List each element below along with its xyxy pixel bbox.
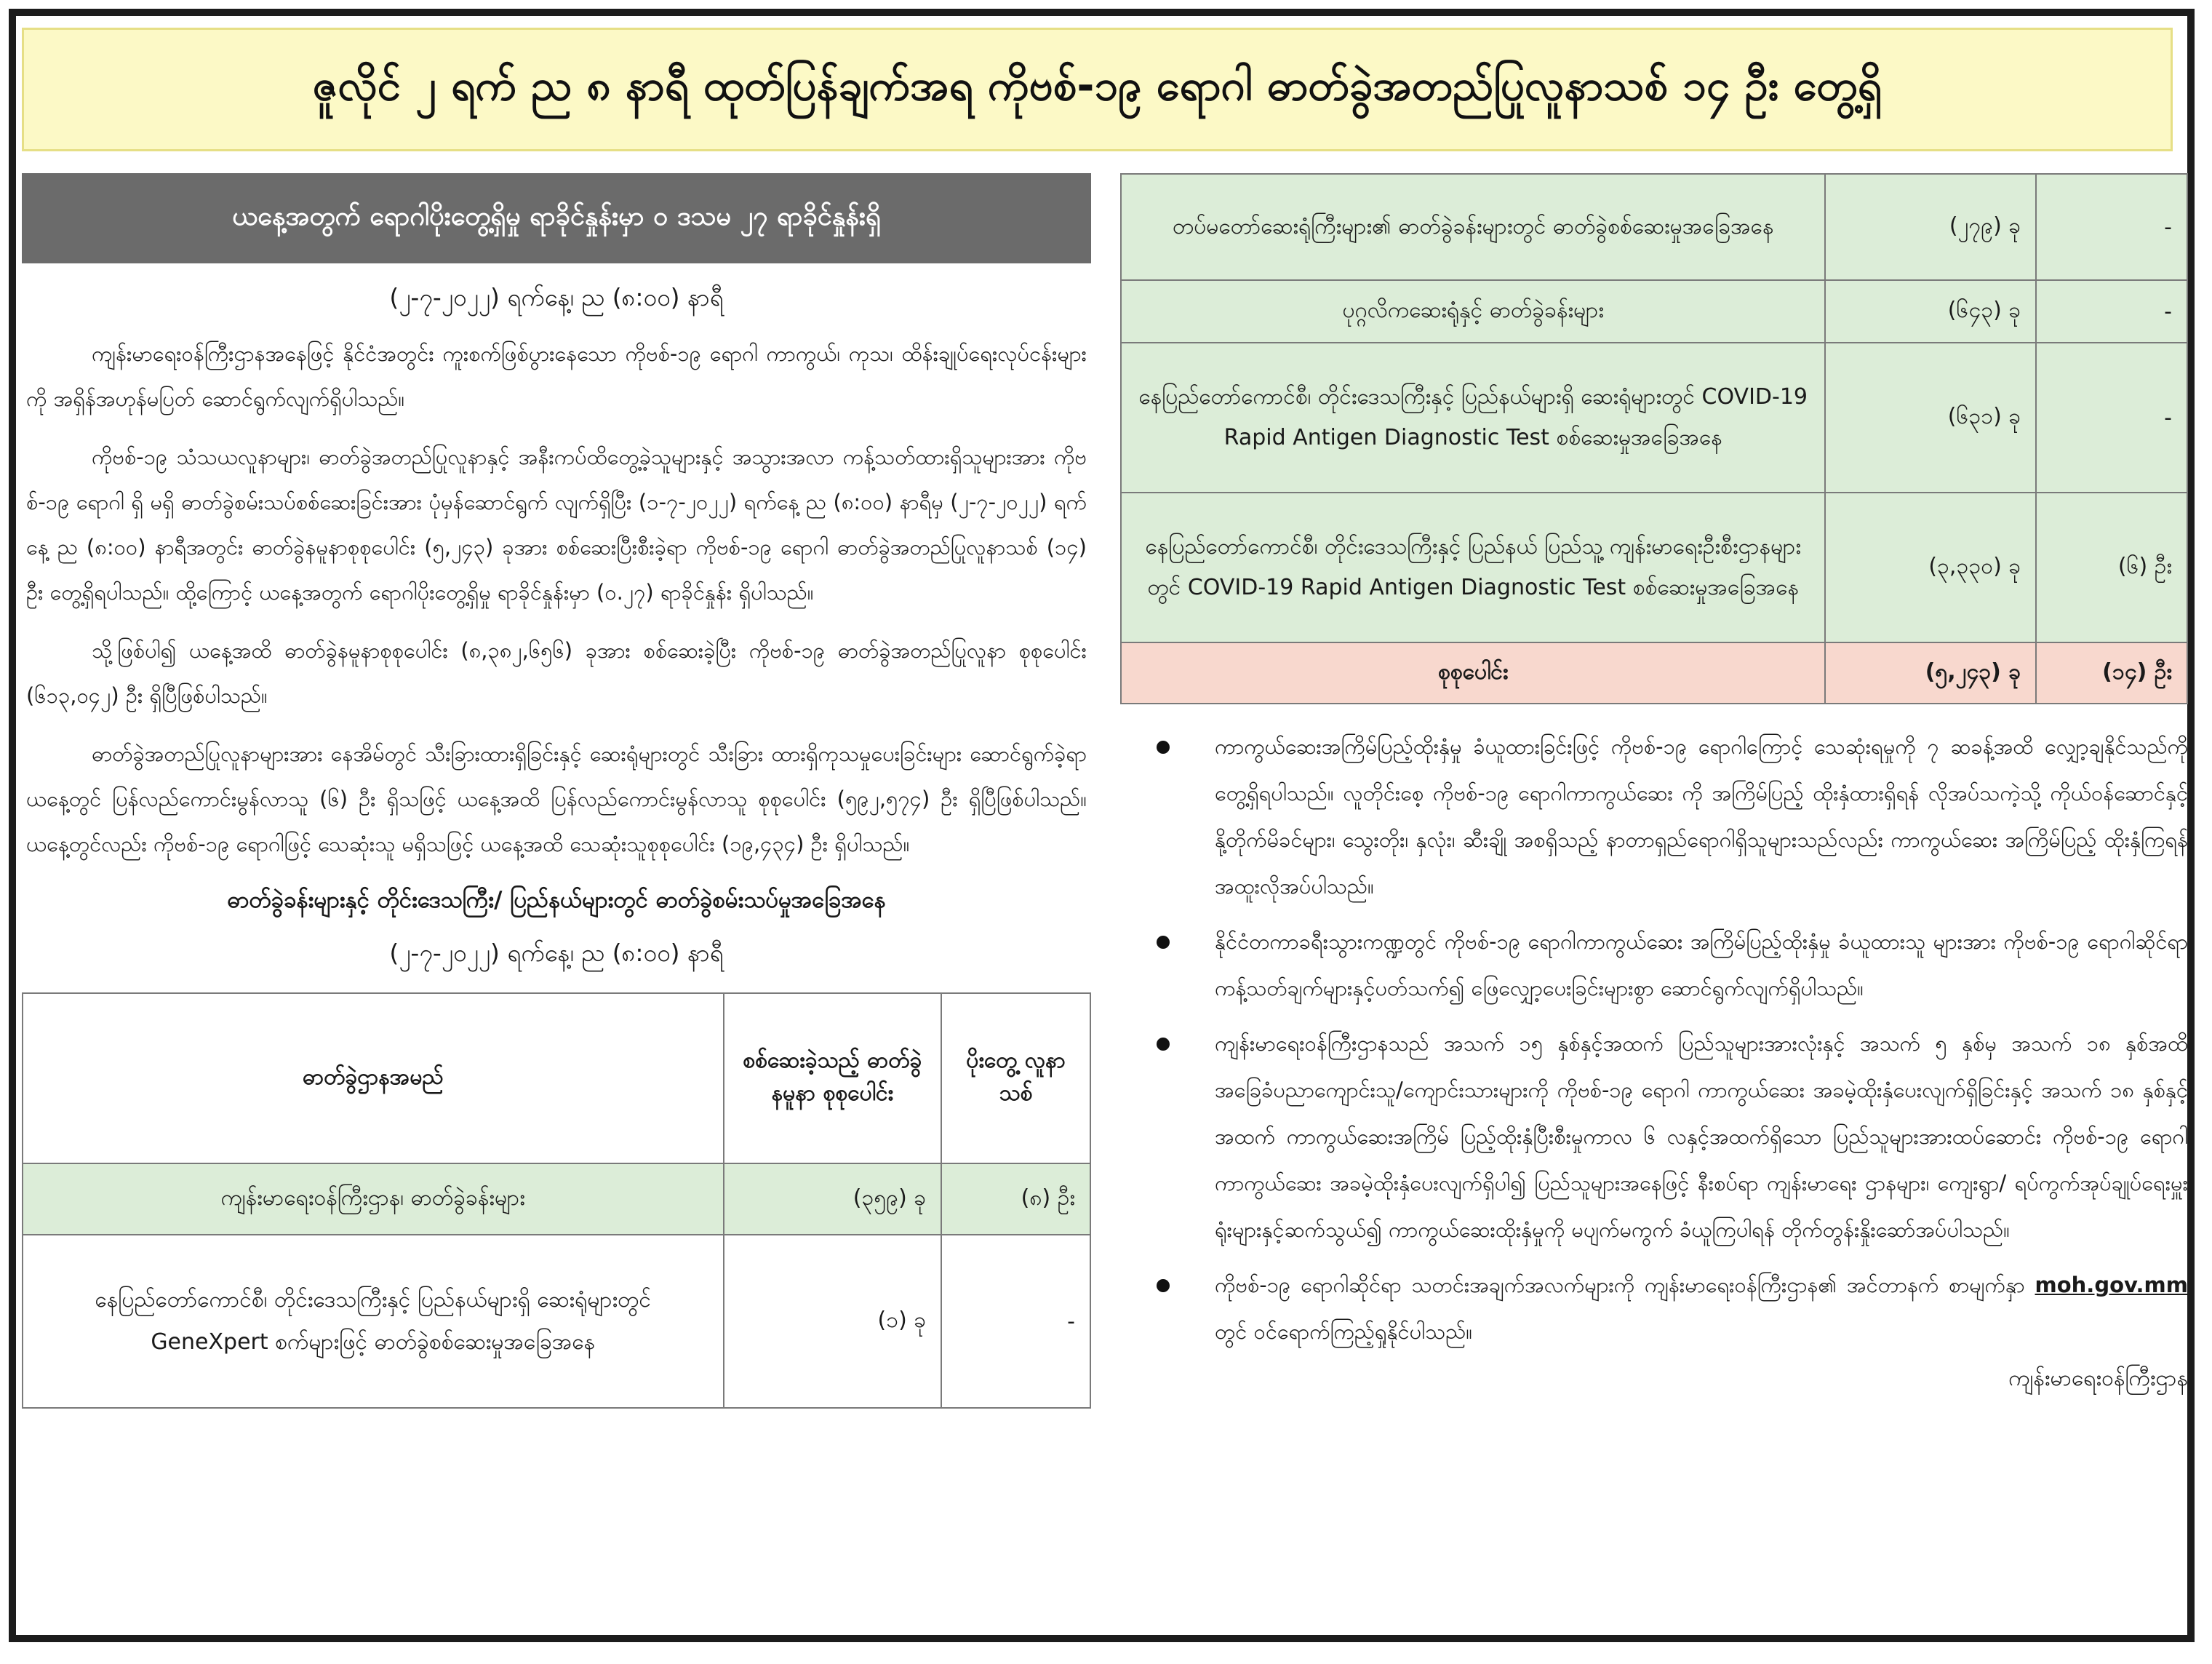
lab-name-cell: နေပြည်တော်ကောင်စီ၊ တိုင်းဒေသကြီးနှင့် ပြည်နယ် ပြည်သူ့ ကျန်းမာရေးဦးစီးဌာနများတွင် COVID-19 Rapid Antigen Diagnostic Test စစ်ဆေးမှုအခြေအနေ [1121,493,1825,642]
notice-list [1120,723,2188,1355]
tested-cell: (၂၇၉) ခု [1825,174,2036,280]
total-label: စုစုပေါင်း [1121,642,1825,704]
notice-text: ကာကွယ်ဆေးအကြိမ်ပြည့်ထိုးနှံမှု ခံယူထားခြင်းဖြင့် ကိုဗစ်-၁၉ ရောဂါကြောင့် သေဆုံးရမှုကို ၇ ဆခန့်အထိ လျှော့ချနိုင်သည်ကို တွေ့ရှိရပါသည်။ လူတိုင်းစေ့ ကိုဗစ်-၁၉ ရောဂါကာကွယ်ဆေး ကို အကြိမ်ပြည့် ထိုးနှံထားရှိရန် လိုအပ်သကဲ့သို့ ကိုယ်ဝန်ဆောင်နှင့် နို့တိုက်မိခင်များ၊ သွေးတိုး၊ နှလုံး၊ ဆီးချို အစရှိသည့် နာတာရှည်ရောဂါရှိသူများသည်လည်း ကာကွယ်ဆေး အကြိမ်ပြည့် ထိုးနှံကြရန် အထူးလိုအပ်ပါသည်။ [1215,734,2188,899]
lab-name-cell: ပုဂ္ဂလိကဆေးရုံနှင့် ဓာတ်ခွဲခန်းများ [1121,280,1825,343]
tested-cell: (၃၅၉) ခု [724,1163,942,1235]
notice-text-prefix: ကိုဗစ်-၁၉ ရောဂါဆိုင်ရာ သတင်းအချက်အလက်များကို ကျန်းမာရေးဝန်ကြီးဌာန၏ အင်တာနက် စာမျက်နှာ [1215,1273,2025,1297]
positive-cell: (၆) ဦး [2036,493,2187,642]
notice-text: နိုင်ငံတကာခရီးသွားကဏ္ဍတွင် ကိုဗစ်-၁၉ ရောဂါကာကွယ်ဆေး အကြိမ်ပြည့်ထိုးနှံမှု ခံယူထားသူ များအား ကိုဗစ်-၁၉ ရောဂါဆိုင်ရာ ကန့်သတ်ချက်များနှင့်ပတ်သက်၍ ဖြေလျှော့ပေးခြင်းများစွာ ဆောင်ရွက်လျက်ရှိပါသည်။ [1215,929,2188,1000]
tested-cell: (၆၄၃) ခု [1825,280,2036,343]
table-row [23,1163,1090,1235]
dateline: (၂-၇-၂၀၂၂) ရက်နေ့၊ ည (၈:၀၀) နာရီ [389,283,724,311]
bullet-icon [1157,1279,1170,1292]
positivity-banner: ယနေ့အတွက် ရောဂါပိုးတွေ့ရှိမှု ရာခိုင်နှုန်းမှာ ၀ ဒသမ ၂၇ ရာခိုင်နှုန်းရှိ [22,173,1091,263]
total-row [1121,642,2187,704]
lab-testing-table [22,992,1091,1409]
table-row [1121,493,2187,642]
bullet-icon [1157,936,1170,949]
table-row [23,1235,1090,1408]
positive-cell: - [2036,174,2187,280]
lab-testing-table-continued [1120,173,2188,704]
tested-cell: (၁) ခု [724,1235,942,1408]
bullet-icon [1157,1038,1170,1051]
table-row [1121,174,2187,280]
website-link[interactable]: moh.gov.mm [2035,1273,2188,1297]
bullet-icon [1157,741,1170,754]
paragraph: ကိုဗစ်-၁၉ သံသယလူနာများ၊ ဓာတ်ခွဲအတည်ပြုလူနာနှင့် အနီးကပ်ထိတွေ့ခဲ့သူများနှင့် အသွားအလာ ကန့်သတ်ထားရှိသူများအား ကိုဗစ်-၁၉ ရောဂါ ရှိ မရှိ ဓာတ်ခွဲစမ်းသပ်စစ်ဆေးခြင်းအား ပုံမှန်ဆောင်ရွက် လျက်ရှိပြီး (၁-၇-၂၀၂၂) ရက်နေ့ ည (၈:၀၀) နာရီမှ (၂-၇-၂၀၂၂) ရက်နေ့ ည (၈:၀၀) နာရီအတွင်း ဓာတ်ခွဲနမူနာစုစုပေါင်း (၅,၂၄၃) ခုအား စစ်ဆေးပြီးစီးခဲ့ရာ ကိုဗစ်-၁၉ ရောဂါ ဓာတ်ခွဲအတည်ပြုလူနာသစ် (၁၄) ဦး တွေ့ရှိရပါသည်။ ထို့ကြောင့် ယနေ့အတွက် ရောဂါပိုးတွေ့ရှိမှု ရာခိုင်နှုန်းမှာ (၀.၂၇) ရာခိုင်နှုန်း ရှိပါသည်။ [26,445,1087,605]
section-date: (၂-၇-၂၀၂၂) ရက်နေ့၊ ည (၈:၀၀) နာရီ [389,939,724,967]
table-header-row [23,993,1090,1163]
lab-name-cell: ကျန်းမာရေးဝန်ကြီးဌာန၊ ဓာတ်ခွဲခန်းများ [23,1163,724,1235]
notice-text: ကျန်းမာရေးဝန်ကြီးဌာနသည် အသက် ၁၅ နှစ်နှင့်အထက် ပြည်သူများအားလုံးနှင့် အသက် ၅ နှစ်မှ အသက် ၁၈ နှစ်အထိ အခြေခံပညာကျောင်းသူ/ကျောင်းသားများကို ကိုဗစ်-၁၉ ရောဂါ ကာကွယ်ဆေး အခမဲ့ထိုးနှံပေးလျက်ရှိခြင်းနှင့် အသက် ၁၈ နှစ်နှင့်အထက် ကာကွယ်ဆေးအကြိမ် ပြည့်ထိုးနှံပြီးစီးမှုကာလ ၆ လနှင့်အထက်ရှိသော ပြည်သူများအားထပ်ဆောင်း ကိုဗစ်-၁၉ ရောဂါ ကာကွယ်ဆေး အခမဲ့ထိုးနှံပေးလျက်ရှိပါ၍ ပြည်သူများအနေဖြင့် နီးစပ်ရာ ကျန်းမာရေး ဌာနများ၊ ကျေးရွာ/ ရပ်ကွက်အုပ်ချုပ်ရေးမှူးရုံးများနှင့်ဆက်သွယ်၍ ကာကွယ်ဆေးထိုးနှံမှုကို မပျက်မကွက် ခံယူကြပါရန် တိုက်တွန်းနှိုးဆော်အပ်ပါသည်။ [1215,1031,2188,1242]
section-title: ဓာတ်ခွဲခန်းများနှင့် တိုင်းဒေသကြီး/ ပြည်နယ်များတွင် ဓာတ်ခွဲစမ်းသပ်မှုအခြေအနေ [227,887,886,913]
notice-item [1120,1262,2188,1355]
notice-text-suffix: တွင် ဝင်ရောက်ကြည့်ရှုနိုင်ပါသည်။ [1215,1319,1473,1344]
headline: ဇူလိုင် ၂ ရက် ည ၈ နာရီ ထုတ်ပြန်ချက်အရ ကိုဗစ်-၁၉ ရောဂါ ဓာတ်ခွဲအတည်ပြုလူနာသစ် ၁၄ ဦး တွေ့ရှိ [22,28,2173,151]
notice-item [1120,723,2188,909]
notice-item [1120,918,2188,1011]
paragraph: ဓာတ်ခွဲအတည်ပြုလူနာများအား နေအိမ်တွင် သီးခြားထားရှိခြင်းနှင့် ဆေးရုံများတွင် သီးခြား ထားရှိကုသမှုပေးခြင်းများ ဆောင်ရွက်ခဲ့ရာ ယနေ့တွင် ပြန်လည်ကောင်းမွန်လာသူ (၆) ဦး ရှိသဖြင့် ယနေ့အထိ ပြန်လည်ကောင်းမွန်လာသူ စုစုပေါင်း (၅၉၂,၅၇၄) ဦး ရှိပြီဖြစ်ပါသည်။ ယနေ့တွင်လည်း ကိုဗစ်-၁၉ ရောဂါဖြင့် သေဆုံးသူ မရှိသဖြင့် ယနေ့အထိ သေဆုံးသူစုစုပေါင်း (၁၉,၄၃၄) ဦး ရှိပါသည်။ [26,741,1087,856]
column-header: ဓာတ်ခွဲဌာနအမည် [23,993,724,1163]
paragraph: ကျန်းမာရေးဝန်ကြီးဌာနအနေဖြင့် နိုင်ငံအတွင်း ကူးစက်ဖြစ်ပွားနေသော ကိုဗစ်-၁၉ ရောဂါ ကာကွယ်၊ ကုသ၊ ထိန်းချုပ်ရေးလုပ်ငန်းများကို အရှိန်အဟုန်မပြတ် ဆောင်ရွက်လျက်ရှိပါသည်။ [26,341,1087,411]
right-column [1120,173,2188,1396]
tested-cell: (၆၃၁) ခု [1825,343,2036,493]
tested-cell: (၃,၃၃၀) ခု [1825,493,2036,642]
table-row [1121,343,2187,493]
paragraph: သို့ဖြစ်ပါ၍ ယနေ့အထိ ဓာတ်ခွဲနမူနာစုစုပေါင်း (၈,၃၈၂,၆၅၆) ခုအား စစ်ဆေးခဲ့ပြီး ကိုဗစ်-၁၉ ဓာတ်ခွဲအတည်ပြုလူနာ စုစုပေါင်း (၆၁၃,၀၄၂) ဦး ရှိပြီဖြစ်ပါသည်။ [26,638,1087,708]
positive-cell: - [2036,280,2187,343]
positive-cell: - [2036,343,2187,493]
left-column [22,173,1091,1409]
lab-name-cell: နေပြည်တော်ကောင်စီ၊ တိုင်းဒေသကြီးနှင့် ပြည်နယ်များရှိ ဆေးရုံများတွင် COVID-19 Rapid Antigen Diagnostic Test စစ်ဆေးမှုအခြေအနေ [1121,343,1825,493]
notice-item [1120,1020,2188,1253]
signature: ကျန်းမာရေးဝန်ကြီးဌာန [2008,1366,2188,1391]
table-row [1121,280,2187,343]
total-tested: (၅,၂၄၃) ခု [1825,642,2036,704]
lab-name-cell: တပ်မတော်ဆေးရုံကြီးများ၏ ဓာတ်ခွဲခန်းများတွင် ဓာတ်ခွဲစစ်ဆေးမှုအခြေအနေ [1121,174,1825,280]
positive-cell: (၈) ဦး [941,1163,1090,1235]
column-header: ပိုးတွေ့ လူနာသစ် [941,993,1090,1163]
positive-cell: - [941,1235,1090,1408]
column-header: စစ်ဆေးခဲ့သည့် ဓာတ်ခွဲနမူနာ စုစုပေါင်း [724,993,942,1163]
total-positive: (၁၄) ဦး [2036,642,2187,704]
lab-name-cell: နေပြည်တော်ကောင်စီ၊ တိုင်းဒေသကြီးနှင့် ပြည်နယ်များရှိ ဆေးရုံများတွင် GeneXpert စက်များဖြင့် ဓာတ်ခွဲစစ်ဆေးမှုအခြေအနေ [23,1235,724,1408]
